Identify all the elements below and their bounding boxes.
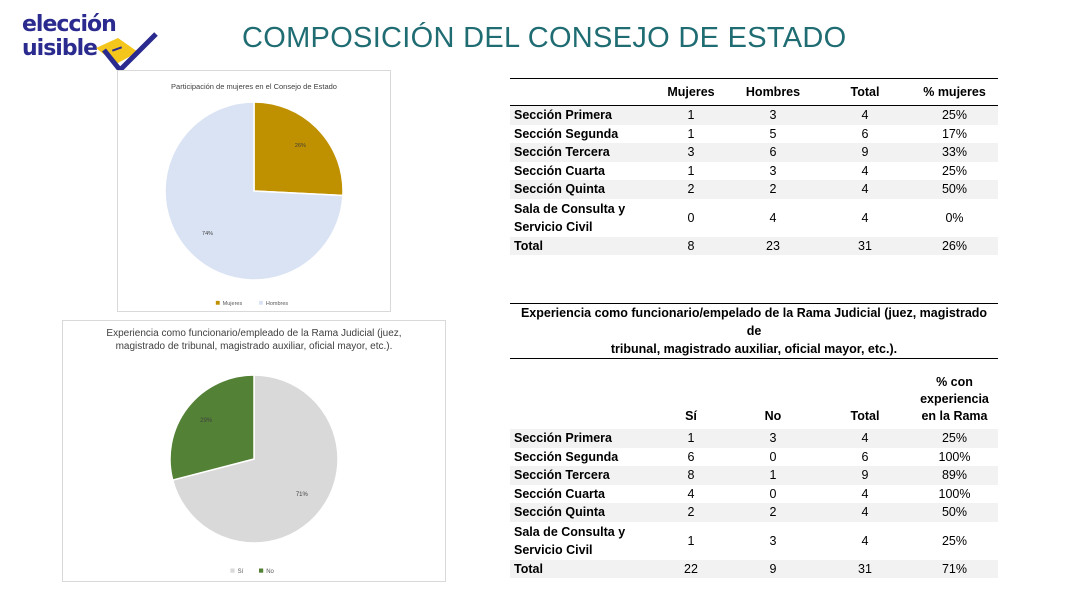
table-cell: 8 xyxy=(655,466,727,485)
table-cell: 8 xyxy=(655,237,727,256)
table-cell: 31 xyxy=(819,237,911,256)
data-label: 74% xyxy=(202,231,214,238)
table-cell: 6 xyxy=(861,126,869,141)
column-header-pct-line1: % con xyxy=(936,375,973,389)
table-cell: 4 xyxy=(769,210,777,225)
table-cell: 6 xyxy=(727,143,819,162)
table-cell: 2 xyxy=(655,180,727,199)
table-cell: 4 xyxy=(819,106,911,125)
table-row xyxy=(510,237,998,256)
table-cell: 17% xyxy=(941,126,968,141)
table-cell: 4 xyxy=(861,163,869,178)
column-header-total: Total xyxy=(850,409,880,423)
table-cell: 89% xyxy=(911,466,998,485)
row-label xyxy=(510,199,655,237)
row-label: Sección Tercera xyxy=(510,466,655,485)
legend-label: No xyxy=(266,569,274,575)
logo-text-line1: elección xyxy=(22,12,116,37)
table-row xyxy=(510,162,998,181)
table-row xyxy=(510,199,998,237)
table-cell: 6 xyxy=(687,449,695,464)
table-header-empty xyxy=(510,79,655,106)
table-cell: 9 xyxy=(727,560,819,579)
pie-chart-women xyxy=(118,71,390,311)
table-cell: 1 xyxy=(727,466,819,485)
table-cell: 50% xyxy=(911,180,998,199)
table-cell: 23 xyxy=(727,237,819,256)
table-cell: 0 xyxy=(769,486,777,501)
table-cell: 0 xyxy=(687,210,695,225)
table-row xyxy=(510,125,998,144)
table-cell: 22 xyxy=(655,560,727,579)
table-cell: 0% xyxy=(945,210,964,225)
table-row xyxy=(510,180,998,199)
table-cell: 1 xyxy=(687,163,695,178)
table-body xyxy=(510,106,998,256)
table-cell: 3 xyxy=(769,533,777,548)
column-header-pct-experiencia xyxy=(911,359,998,430)
table-cell: 25% xyxy=(941,533,968,548)
table-cell: 25% xyxy=(911,106,998,125)
column-header-mujeres: Mujeres xyxy=(655,79,727,106)
column-header-pct-mujeres: % mujeres xyxy=(911,79,998,106)
column-header-pct-line3: en la Rama xyxy=(921,409,988,423)
row-label: Sección Quinta xyxy=(510,180,655,199)
column-header-no: No xyxy=(764,409,782,423)
table-row xyxy=(510,106,998,125)
table-row xyxy=(510,429,998,448)
row-label: Sección Quinta xyxy=(510,503,655,522)
table-cell: 4 xyxy=(861,533,869,548)
table-cell: 5 xyxy=(769,126,777,141)
table-caption-line1: Experiencia como funcionario/empelado de la Rama Judicial (juez, magistrado de xyxy=(520,306,988,338)
table-cell: 9 xyxy=(819,143,911,162)
legend-label: Mujeres xyxy=(222,301,243,307)
table-cell: 9 xyxy=(819,466,911,485)
row-label: Sección Cuarta xyxy=(514,486,606,501)
row-label: Sección Primera xyxy=(510,429,655,448)
legend-swatch xyxy=(230,569,234,573)
data-label: 29% xyxy=(200,417,213,424)
legend-swatch xyxy=(216,301,220,305)
table-cell: 71% xyxy=(911,560,998,579)
table-cell: 4 xyxy=(819,503,911,522)
row-label: Sección Segunda xyxy=(514,449,619,464)
table-row xyxy=(510,560,998,579)
table-cell: 100% xyxy=(938,449,971,464)
table-caption-line2: tribunal, magistrado auxiliar, oficial mayor, etc.). xyxy=(610,342,898,356)
table-cell: 25% xyxy=(911,429,998,448)
table-row xyxy=(510,485,998,504)
row-label xyxy=(510,522,655,560)
legend-label: Hombres xyxy=(265,301,289,307)
table-cell: 0 xyxy=(769,449,777,464)
table-cell: 50% xyxy=(911,503,998,522)
table-gender-composition xyxy=(510,78,998,255)
row-label-line: Servicio Civil xyxy=(514,219,593,234)
table-cell: 4 xyxy=(687,486,695,501)
table-cell: 1 xyxy=(655,429,727,448)
row-label: Sección Primera xyxy=(510,106,655,125)
row-label: Total xyxy=(510,560,655,579)
legend-label: Sí xyxy=(237,569,244,575)
row-label: Total xyxy=(510,237,655,256)
table-cell: 3 xyxy=(727,106,819,125)
row-label: Sección Segunda xyxy=(514,126,619,141)
table-body xyxy=(510,429,998,578)
row-label-line: Servicio Civil xyxy=(514,542,593,557)
ballot-check-icon xyxy=(94,30,158,74)
table-judicial-experience xyxy=(510,303,998,578)
table-row xyxy=(510,466,998,485)
row-label: Sección Cuarta xyxy=(514,163,606,178)
logo xyxy=(22,12,142,74)
table-cell: 100% xyxy=(938,486,971,501)
legend-swatch xyxy=(259,569,263,573)
table-header-empty xyxy=(510,359,655,430)
table-cell: 1 xyxy=(687,126,695,141)
column-header-hombres: Hombres xyxy=(727,79,819,106)
pie-chart-experience xyxy=(63,321,445,581)
table-cell: 4 xyxy=(819,429,911,448)
chart-title-line: Experiencia como funcionario/empleado de la Rama Judicial (juez, xyxy=(106,328,402,339)
chart-judicial-experience xyxy=(62,320,446,582)
data-label: 26% xyxy=(294,142,306,149)
table-cell: 3 xyxy=(769,163,777,178)
page-title: COMPOSICIÓN DEL CONSEJO DE ESTADO xyxy=(242,22,847,54)
table-cell: 1 xyxy=(687,533,695,548)
table-row xyxy=(510,503,998,522)
table-cell: 2 xyxy=(727,503,819,522)
table-cell: 4 xyxy=(861,486,869,501)
chart-title-line: magistrado de tribunal, magistrado auxiliar, oficial mayor, etc.). xyxy=(115,341,393,352)
table-cell: 33% xyxy=(911,143,998,162)
row-label: Sección Tercera xyxy=(510,143,655,162)
table-row xyxy=(510,448,998,467)
column-header-pct-line2: experiencia xyxy=(920,392,989,406)
table-cell: 6 xyxy=(861,449,869,464)
legend-swatch xyxy=(259,301,263,305)
table-cell: 4 xyxy=(861,210,869,225)
table-cell: 26% xyxy=(911,237,998,256)
table-cell: 2 xyxy=(655,503,727,522)
chart-women-participation xyxy=(117,70,391,312)
chart-title-line: Participación de mujeres en el Consejo de Estado xyxy=(171,82,337,91)
table-cell: 4 xyxy=(819,180,911,199)
table-cell: 3 xyxy=(655,143,727,162)
table-cell: 1 xyxy=(655,106,727,125)
table-cell: 3 xyxy=(727,429,819,448)
logo-text-line2: uisible xyxy=(22,36,98,61)
column-header-si: Sí xyxy=(685,409,697,423)
data-label: 71% xyxy=(295,492,308,499)
column-header-total: Total xyxy=(819,79,911,106)
table-cell: 2 xyxy=(727,180,819,199)
table-cell: 25% xyxy=(941,163,968,178)
row-label-line: Sala de Consulta y xyxy=(514,524,626,539)
table-row xyxy=(510,143,998,162)
table-row xyxy=(510,522,998,560)
row-label-line: Sala de Consulta y xyxy=(514,201,626,216)
table-cell: 31 xyxy=(819,560,911,579)
table-caption xyxy=(510,304,998,359)
